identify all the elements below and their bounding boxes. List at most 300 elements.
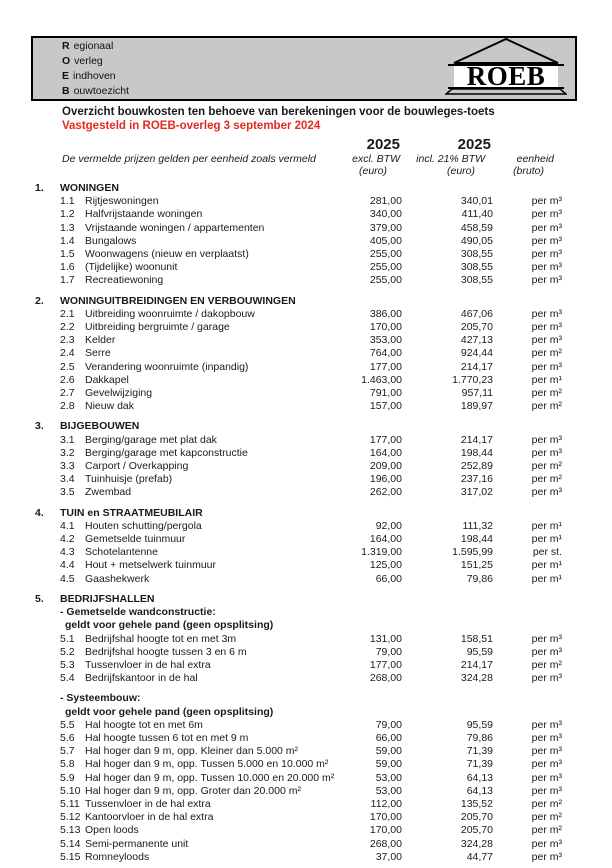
price-excl-btw: 92,00 [375, 519, 402, 532]
row-number: 1.6 [60, 261, 75, 274]
row-unit: per st. [532, 546, 562, 559]
row-number: 1.4 [60, 234, 75, 247]
price-incl-btw: 490,05 [460, 234, 493, 247]
row-spacer [35, 374, 60, 387]
table-row [35, 460, 597, 473]
row-unit: per m³ [531, 221, 562, 234]
table-row [35, 235, 597, 248]
section-title: BEDRIJFSHALLEN [60, 592, 155, 605]
acronym-line: O verleg [62, 54, 103, 67]
price-excl-btw: 405,00 [369, 234, 402, 247]
row-unit: per m³ [531, 261, 562, 274]
row-spacer [35, 520, 60, 533]
price-incl-btw: 205,70 [460, 824, 493, 837]
price-incl-btw: 317,02 [460, 486, 493, 499]
roeb-logo-icon [445, 36, 567, 96]
row-unit: per m¹ [531, 373, 562, 386]
table-row [35, 719, 597, 732]
row-spacer [35, 745, 60, 758]
price-excl-btw: 79,00 [375, 718, 402, 731]
col-subheader-euro-1: (euro) [358, 165, 387, 177]
row-label: Verandering woonruimte (inpandig) [85, 360, 249, 373]
row-number: 3.3 [60, 460, 75, 473]
price-excl-btw: 386,00 [369, 307, 402, 320]
row-spacer [35, 235, 60, 248]
section-number: 3. [35, 420, 44, 433]
price-incl-btw: 308,55 [460, 261, 493, 274]
price-incl-btw: 64,13 [466, 771, 493, 784]
row-label: Gaashekwerk [85, 572, 150, 585]
table-row [35, 798, 597, 811]
price-excl-btw: 1.463,00 [361, 373, 402, 386]
table-row [35, 732, 597, 745]
table-row [35, 447, 597, 460]
table-row [35, 261, 597, 274]
price-incl-btw: 458,59 [460, 221, 493, 234]
row-label: Open loods [85, 824, 139, 837]
price-incl-btw: 252,89 [460, 460, 493, 473]
price-incl-btw: 111,32 [462, 519, 493, 532]
row-number: 2.2 [60, 321, 75, 334]
row-spacer [35, 400, 60, 413]
section-title: TUIN en STRAATMEUBILAIR [60, 506, 203, 519]
row-spacer [35, 633, 60, 646]
table-row [35, 646, 597, 659]
subsection-heading: - Systeembouw: [60, 692, 141, 705]
price-incl-btw: 1.770,23 [452, 373, 493, 386]
row-unit: per m¹ [531, 572, 562, 585]
row-unit: per m³ [531, 745, 562, 758]
price-excl-btw: 177,00 [369, 658, 402, 671]
row-unit: per m³ [531, 307, 562, 320]
row-number: 5.15 [60, 850, 81, 863]
price-incl-btw: 214,17 [460, 360, 493, 373]
row-unit: per m³ [531, 248, 562, 261]
price-excl-btw: 340,00 [369, 208, 402, 221]
row-spacer [35, 434, 60, 447]
row-spacer [35, 248, 60, 261]
row-number: 4.1 [60, 519, 75, 532]
table-row [35, 573, 597, 586]
row-label: Hal hoger dan 9 m, opp. Tussen 5.000 en 10.000 m² [85, 758, 329, 771]
price-incl-btw: 64,13 [466, 784, 493, 797]
price-incl-btw: 71,39 [466, 745, 493, 758]
section-header-row [35, 507, 597, 520]
table-row [35, 361, 597, 374]
section-header-row [35, 593, 597, 606]
price-excl-btw: 59,00 [375, 745, 402, 758]
price-excl-btw: 268,00 [369, 672, 402, 685]
row-number: 5.8 [60, 758, 75, 771]
row-spacer [35, 851, 60, 864]
row-label: Uitbreiding woonruimte / dakopbouw [85, 307, 255, 320]
price-incl-btw: 158,51 [460, 632, 493, 645]
row-number: 1.3 [60, 221, 75, 234]
price-incl-btw: 411,40 [461, 208, 493, 221]
row-number: 5.12 [60, 811, 81, 824]
subsection-heading: - Gemetselde wandconstructie: [60, 606, 216, 619]
row-number: 2.1 [60, 307, 75, 320]
price-incl-btw: 95,59 [466, 718, 493, 731]
row-number: 5.4 [60, 672, 75, 685]
price-excl-btw: 281,00 [369, 195, 402, 208]
year-col-excl: 2025 [366, 136, 400, 153]
section-title: WONINGUITBREIDINGEN EN VERBOUWINGEN [60, 294, 296, 307]
price-excl-btw: 209,00 [369, 460, 402, 473]
section-number: 5. [35, 592, 44, 605]
section-number: 2. [35, 294, 44, 307]
row-number: 2.3 [60, 334, 75, 347]
page-title: Overzicht bouwkosten ten behoeve van berekeningen voor de bouwleges-toets [62, 106, 495, 118]
price-incl-btw: 308,55 [460, 274, 493, 287]
row-unit: per m² [531, 658, 562, 671]
row-label: Hal hoogte tussen 6 tot en met 9 m [85, 731, 249, 744]
row-label: Hal hoger dan 9 m, opp. Tussen 10.000 en 20.000 m² [85, 771, 335, 784]
row-label: Hout + metselwerk tuinmuur [85, 559, 217, 572]
price-note: De vermelde prijzen gelden per eenheid zoals vermeld [62, 153, 316, 165]
row-label: Recreatiewoning [85, 274, 164, 287]
row-unit: per m³ [531, 446, 562, 459]
row-label: Tussenvloer in de hal extra [85, 658, 211, 671]
price-table [0, 136, 597, 864]
row-label: (Tijdelijke) woonunit [85, 261, 178, 274]
table-row [35, 321, 597, 334]
subsection-heading-row [35, 692, 597, 705]
row-unit: per m¹ [531, 533, 562, 546]
row-label: Semi-permanente unit [85, 837, 189, 850]
row-label: Tussenvloer in de hal extra [85, 797, 211, 810]
row-label: Bedrijfshal hoogte tussen 3 en 6 m [85, 645, 247, 658]
row-label: Woonwagens (nieuw en verplaatst) [85, 248, 249, 261]
table-row [35, 811, 597, 824]
row-number: 5.3 [60, 658, 75, 671]
row-unit: per m³ [531, 334, 562, 347]
row-label: Schotelantenne [85, 546, 158, 559]
row-label: Gevelwijziging [85, 387, 153, 400]
row-label: Vrijstaande woningen / appartementen [85, 221, 265, 234]
row-number: 5.7 [60, 745, 75, 758]
table-row [35, 851, 597, 864]
price-excl-btw: 59,00 [375, 758, 402, 771]
section-number: 1. [35, 182, 44, 194]
price-excl-btw: 112,00 [370, 797, 402, 810]
price-excl-btw: 177,00 [369, 433, 402, 446]
row-unit: per m² [531, 400, 562, 413]
price-incl-btw: 198,44 [460, 446, 493, 459]
price-excl-btw: 66,00 [375, 731, 402, 744]
row-number: 2.5 [60, 360, 75, 373]
price-excl-btw: 170,00 [369, 321, 402, 334]
year-header-row [35, 136, 597, 153]
row-label: Nieuw dak [85, 400, 135, 413]
table-row [35, 659, 597, 672]
table-row [35, 824, 597, 837]
price-incl-btw: 427,13 [460, 334, 493, 347]
row-unit: per m³ [531, 718, 562, 731]
row-spacer [35, 732, 60, 745]
row-spacer [35, 811, 60, 824]
price-incl-btw: 957,11 [461, 387, 493, 400]
row-spacer [35, 546, 60, 559]
roeb-acronym [33, 39, 129, 99]
row-label: Carport / Overkapping [85, 460, 189, 473]
price-incl-btw: 924,44 [460, 347, 493, 360]
table-row [35, 308, 597, 321]
row-unit: per m³ [531, 850, 562, 863]
price-incl-btw: 95,59 [466, 645, 493, 658]
row-spacer [35, 361, 60, 374]
section-number: 4. [35, 506, 44, 519]
row-number: 1.5 [60, 248, 75, 261]
row-number: 2.8 [60, 400, 75, 413]
row-unit: per m³ [531, 208, 562, 221]
col-subheader-euro-2: (euro) [446, 165, 475, 177]
row-number: 4.2 [60, 533, 75, 546]
price-excl-btw: 255,00 [369, 274, 402, 287]
price-excl-btw: 131,00 [369, 632, 402, 645]
table-section [35, 507, 597, 586]
price-incl-btw: 237,16 [460, 473, 493, 486]
price-incl-btw: 214,17 [460, 433, 493, 446]
section-header-row [35, 182, 597, 195]
row-unit: per m² [531, 797, 562, 810]
table-row [35, 222, 597, 235]
subsection-subheading: geldt voor gehele pand (geen opsplitsing) [65, 705, 274, 718]
row-spacer [35, 222, 60, 235]
table-section [35, 593, 597, 864]
table-row [35, 248, 597, 261]
roeb-logo [445, 36, 575, 101]
row-number: 1.7 [60, 274, 75, 287]
table-section [35, 182, 597, 288]
price-incl-btw: 44,77 [466, 850, 493, 863]
price-excl-btw: 170,00 [369, 811, 402, 824]
row-spacer [35, 208, 60, 221]
price-excl-btw: 79,00 [375, 645, 402, 658]
subsection-subheading-row [35, 619, 597, 632]
price-excl-btw: 125,00 [369, 559, 402, 572]
price-incl-btw: 135,52 [460, 797, 493, 810]
row-spacer [35, 473, 60, 486]
subsection-subheading: geldt voor gehele pand (geen opsplitsing) [65, 619, 274, 632]
row-unit: per m² [531, 387, 562, 400]
table-row [35, 758, 597, 771]
row-label: Bedrijfskantoor in de hal [85, 672, 198, 685]
price-excl-btw: 791,00 [369, 387, 402, 400]
row-label: Berging/garage met plat dak [85, 433, 217, 446]
price-excl-btw: 157,00 [369, 400, 402, 413]
roeb-header-box [31, 36, 577, 101]
section-title: WONINGEN [60, 182, 119, 194]
table-row [35, 400, 597, 413]
row-spacer [35, 486, 60, 499]
row-label: Berging/garage met kapconstructie [85, 446, 248, 459]
row-unit: per m³ [531, 195, 562, 208]
table-section [35, 420, 597, 499]
price-incl-btw: 71,39 [466, 758, 493, 771]
table-row [35, 486, 597, 499]
row-spacer [35, 824, 60, 837]
row-unit: per m³ [531, 771, 562, 784]
col-header-incl-btw: incl. 21% BTW [416, 153, 485, 165]
price-incl-btw: 205,70 [460, 321, 493, 334]
col-header-excl-btw: excl. BTW [352, 153, 400, 165]
row-number: 5.6 [60, 731, 75, 744]
table-row [35, 785, 597, 798]
row-spacer [35, 672, 60, 685]
row-unit: per m³ [531, 274, 562, 287]
acronym-line: R egionaal [62, 39, 114, 52]
row-unit: per m³ [531, 731, 562, 744]
row-label: Houten schutting/pergola [85, 519, 202, 532]
price-incl-btw: 324,28 [460, 837, 493, 850]
row-number: 5.9 [60, 771, 75, 784]
row-unit: per m³ [531, 433, 562, 446]
row-label: Zwembad [85, 486, 132, 499]
spacer [35, 606, 60, 619]
row-number: 5.10 [60, 784, 81, 797]
subsection [35, 606, 597, 685]
row-spacer [35, 573, 60, 586]
row-label: Gemetselde tuinmuur [85, 533, 186, 546]
svg-text:ROEB: ROEB [466, 61, 546, 91]
price-incl-btw: 79,86 [466, 572, 493, 585]
row-spacer [35, 447, 60, 460]
row-label: Hal hoger dan 9 m, opp. Groter dan 20.000 m² [85, 784, 301, 797]
price-incl-btw: 198,44 [460, 533, 493, 546]
price-incl-btw: 205,70 [460, 811, 493, 824]
row-label: Bedrijfshal hoogte tot en met 3m [85, 632, 237, 645]
row-number: 1.2 [60, 208, 75, 221]
row-label: Dakkapel [85, 373, 129, 386]
price-excl-btw: 255,00 [369, 261, 402, 274]
row-number: 3.1 [60, 433, 75, 446]
table-row [35, 520, 597, 533]
table-row [35, 334, 597, 347]
row-label: Hal hoogte tot en met 6m [85, 718, 203, 731]
price-excl-btw: 255,00 [369, 248, 402, 261]
price-incl-btw: 189,97 [460, 400, 493, 413]
row-unit: per m³ [531, 632, 562, 645]
row-label: Kelder [85, 334, 116, 347]
subsection-heading-row [35, 606, 597, 619]
subsection-subheading-row [35, 706, 597, 719]
row-number: 5.2 [60, 645, 75, 658]
table-row [35, 473, 597, 486]
row-unit: per m³ [531, 360, 562, 373]
row-number: 1.1 [60, 195, 75, 208]
row-number: 3.5 [60, 486, 75, 499]
acronym-line: E indhoven [62, 69, 116, 82]
year-col-incl: 2025 [457, 136, 491, 153]
price-excl-btw: 37,00 [375, 850, 402, 863]
price-excl-btw: 1.319,00 [361, 546, 402, 559]
spacer [35, 619, 60, 632]
subsection [35, 692, 597, 864]
section-header-row [35, 420, 597, 433]
col-subheader-bruto: (bruto) [513, 165, 544, 177]
row-label: Bungalows [85, 234, 137, 247]
spacer [35, 706, 60, 719]
row-spacer [35, 533, 60, 546]
row-unit: per m³ [531, 645, 562, 658]
row-spacer [35, 772, 60, 785]
row-spacer [35, 195, 60, 208]
row-number: 2.6 [60, 373, 75, 386]
row-label: Halfvrijstaande woningen [85, 208, 203, 221]
table-section [35, 295, 597, 414]
table-row [35, 745, 597, 758]
price-excl-btw: 53,00 [375, 784, 402, 797]
price-incl-btw: 467,06 [460, 307, 493, 320]
table-row [35, 559, 597, 572]
table-row [35, 195, 597, 208]
row-label: Serre [85, 347, 111, 360]
table-row [35, 208, 597, 221]
price-incl-btw: 308,55 [460, 248, 493, 261]
row-spacer [35, 321, 60, 334]
row-spacer [35, 387, 60, 400]
row-label: Rijtjeswoningen [85, 195, 159, 208]
row-label: Romneyloods [85, 850, 150, 863]
row-unit: per m² [531, 347, 562, 360]
row-spacer [35, 758, 60, 771]
row-unit: per m² [531, 460, 562, 473]
col-header-eenheid: eenheid [516, 153, 554, 165]
price-excl-btw: 66,00 [375, 572, 402, 585]
price-excl-btw: 53,00 [375, 771, 402, 784]
price-excl-btw: 353,00 [369, 334, 402, 347]
table-row [35, 347, 597, 360]
price-excl-btw: 379,00 [369, 221, 402, 234]
section-title: BIJGEBOUWEN [60, 420, 140, 433]
row-number: 2.4 [60, 347, 75, 360]
row-number: 5.13 [60, 824, 81, 837]
table-sections [35, 182, 597, 864]
row-label: Kantoorvloer in de hal extra [85, 811, 214, 824]
row-number: 5.1 [60, 632, 75, 645]
table-row [35, 533, 597, 546]
price-excl-btw: 268,00 [369, 837, 402, 850]
table-row [35, 546, 597, 559]
row-number: 4.5 [60, 572, 75, 585]
table-row [35, 387, 597, 400]
table-row [35, 838, 597, 851]
table-row [35, 434, 597, 447]
price-excl-btw: 196,00 [369, 473, 402, 486]
price-excl-btw: 164,00 [369, 446, 402, 459]
row-number: 5.14 [60, 837, 81, 850]
price-incl-btw: 324,28 [460, 672, 493, 685]
row-unit: per m² [531, 824, 562, 837]
table-row [35, 633, 597, 646]
row-spacer [35, 334, 60, 347]
row-spacer [35, 308, 60, 321]
section-header-row [35, 295, 597, 308]
price-excl-btw: 170,00 [369, 824, 402, 837]
row-label: Tuinhuisje (prefab) [85, 473, 173, 486]
row-unit: per m³ [531, 758, 562, 771]
row-spacer [35, 460, 60, 473]
price-excl-btw: 262,00 [369, 486, 402, 499]
row-unit: per m¹ [531, 519, 562, 532]
row-spacer [35, 559, 60, 572]
title-area [62, 106, 495, 133]
row-spacer [35, 838, 60, 851]
row-unit: per m² [531, 811, 562, 824]
row-label: Uitbreiding bergruimte / garage [85, 321, 230, 334]
row-spacer [35, 347, 60, 360]
